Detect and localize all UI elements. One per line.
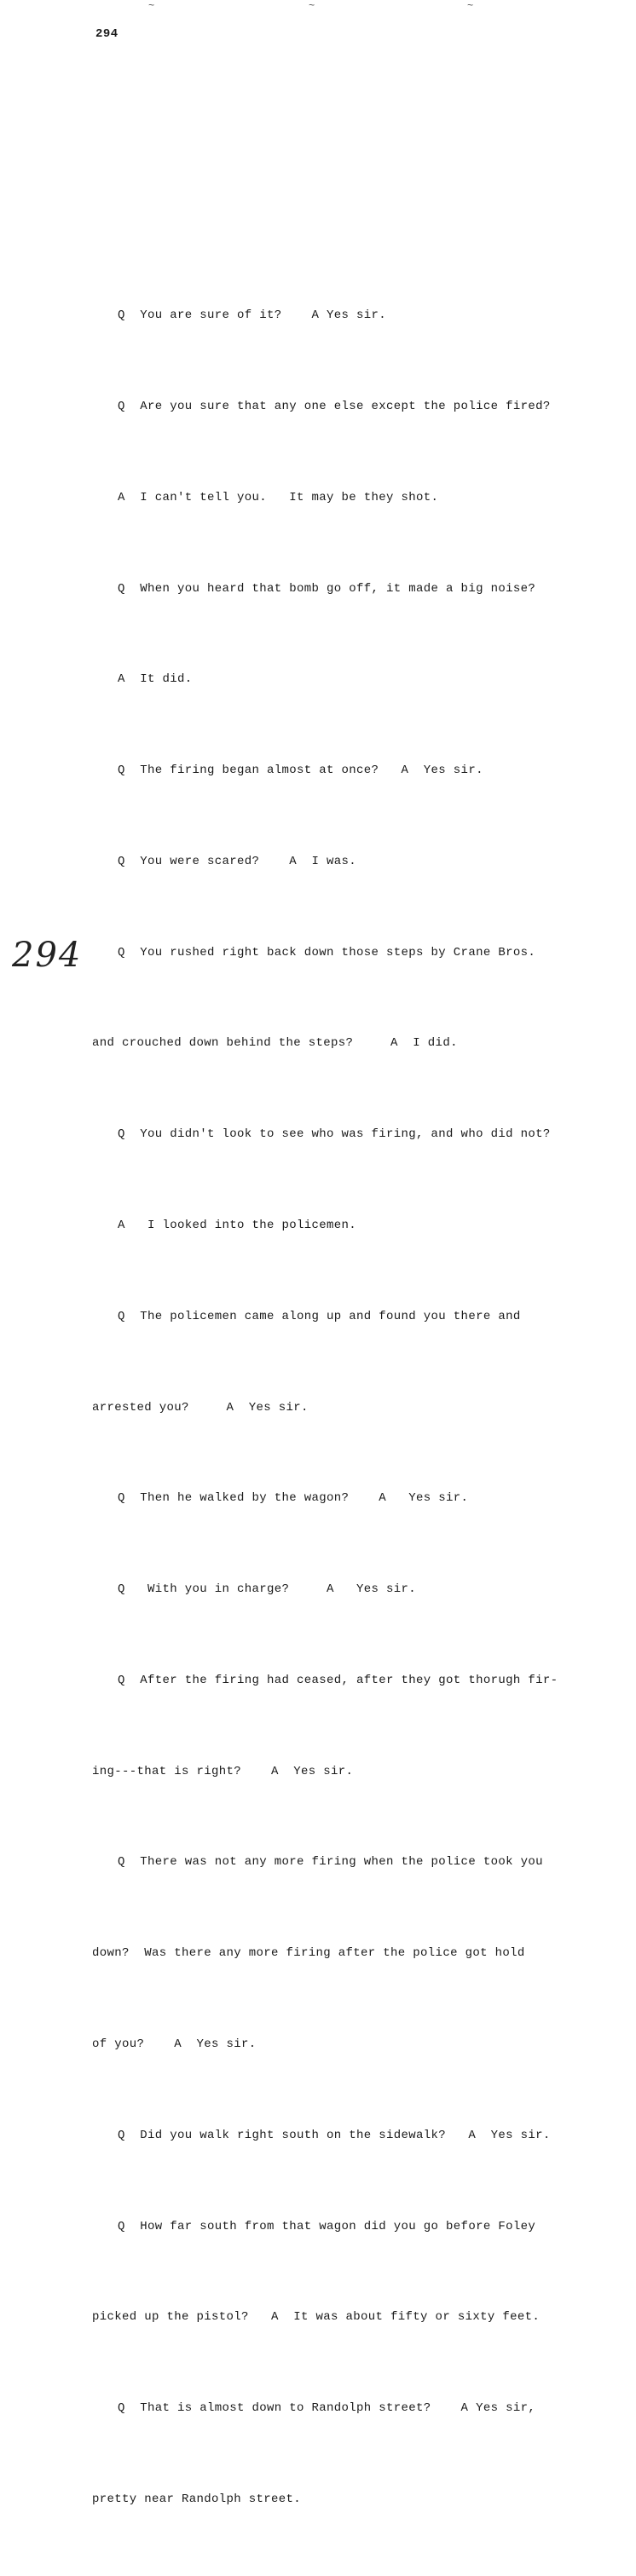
scan-mark: ~ [148,0,155,12]
transcript-line: Q There was not any more firing when the police took you [118,1855,543,1870]
transcript-line: and crouched down behind the steps? A I did. [92,1036,458,1051]
transcript-text [92,240,604,2576]
transcript-line: Q How far south from that wagon did you go before Foley [118,2219,536,2233]
transcript-line: pretty near Randolph street. [92,2492,302,2506]
transcript-line: Q Then he walked by the wagon? A Yes sir. [118,1491,469,1506]
scan-mark: ~ [467,0,474,12]
transcript-line: Q When you heard that bomb go off, it made a big noise? [118,581,536,596]
transcript-line: ing---that is right? A Yes sir. [92,1764,354,1778]
scan-mark: ~ [309,0,315,12]
transcript-line: Q You didn't look to see who was firing, and who did not? [118,1127,551,1142]
transcript-line: arrested you? A Yes sir. [92,1400,309,1415]
transcript-line: A I can't tell you. It may be they shot. [118,490,439,504]
transcript-line: Q You are sure of it? A Yes sir. [118,308,387,323]
transcript-line: Q The policemen came along up and found you there and [118,1309,521,1323]
transcript-line: A It did. [118,672,193,687]
transcript-line: Q Did you walk right south on the sidewalk? A Yes sir. [118,2128,551,2142]
transcript-line: Q The firing began almost at once? A Yes sir. [118,764,483,778]
handwritten-page-number: 294 [12,936,83,975]
transcript-line: Q With you in charge? A Yes sir. [118,1582,417,1597]
page-number: 294 [95,27,119,41]
transcript-line: of you? A Yes sir. [92,2037,257,2052]
transcript-line: Q You were scared? A I was. [118,854,357,868]
transcript-line: A I looked into the policemen. [118,1219,357,1232]
transcript-line: Q Are you sure that any one else except the police fired? [118,399,551,413]
transcript-line: Q After the firing had ceased, after they got thorugh fir- [118,1673,558,1687]
transcript-line: picked up the pistol? A It was about fifty or sixty feet. [92,2310,541,2325]
transcript-line: down? Was there any more firing after the police got hold [92,1946,525,1961]
transcript-line: Q That is almost down to Randolph street? A Yes sir, [118,2401,536,2416]
transcript-line: Q You rushed right back down those steps by Crane Bros. [118,945,536,960]
